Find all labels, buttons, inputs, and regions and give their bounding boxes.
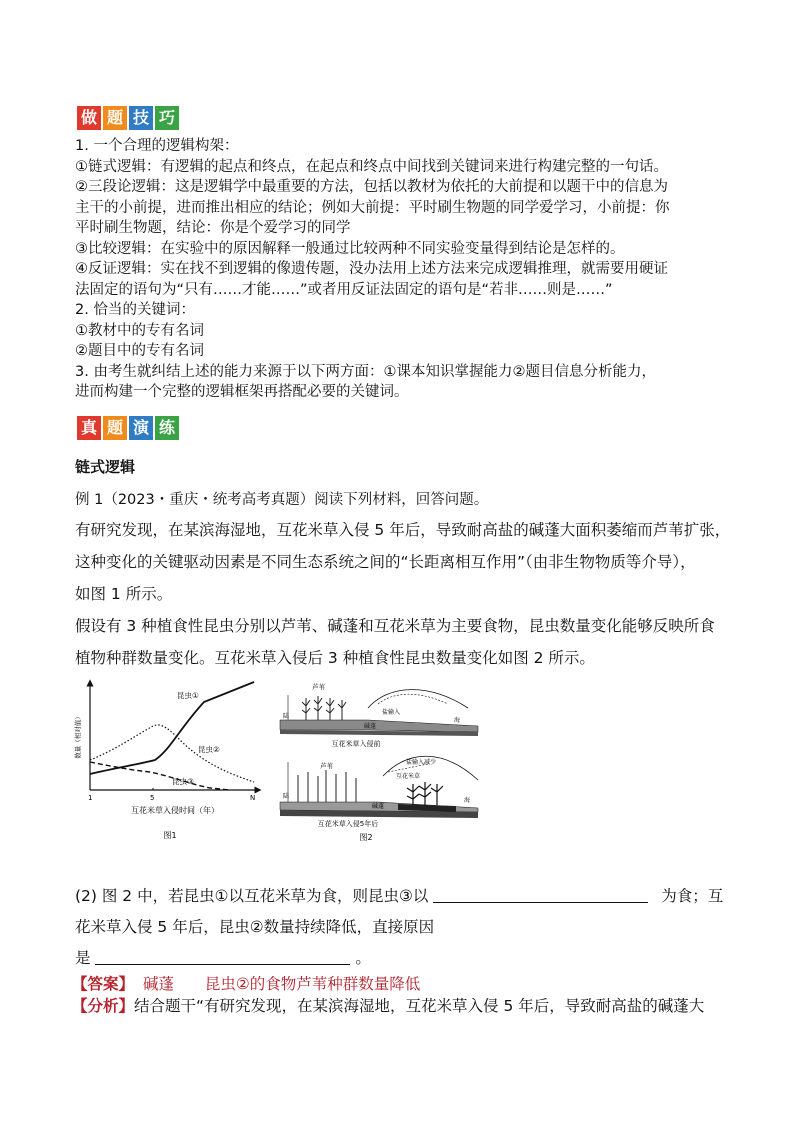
tips-banner: [77, 106, 179, 130]
question-text: (2) 图 2 中，若昆虫①以互花米草为食，则昆虫③以: [75, 887, 429, 905]
paragraph-line: 植物种群数量变化。互花米草入侵后 3 种植食性昆虫数量变化如图 2 所示。: [75, 649, 595, 667]
bottom-panel-caption: 互花米草入侵5年后: [317, 820, 379, 828]
salt-input-label: 盐输入: [382, 709, 401, 716]
question-text: 为食；互: [661, 887, 724, 905]
paragraph-line: 这种变化的关键驱动因素是不同生态系统之间的“长距离相互作用”（由非生物物质等介导），: [75, 553, 696, 571]
example-intro: 例 1（2023・重庆・统考高考真题）阅读下列材料，回答问题。: [75, 492, 489, 508]
tips-line: 1. 一个合理的逻辑构架：: [75, 138, 239, 154]
reed-label-2: 芦苇: [320, 762, 333, 770]
tips-line: 平时刷生物题，结论：你是个爱学习的同学: [75, 220, 351, 236]
figure2-diagram: [278, 680, 498, 845]
tips-line: ②题目中的专有名词: [75, 343, 204, 359]
salt-input-label-2: 盐输入减少: [406, 759, 437, 766]
analysis-text: 结合题干“有研究发现，在某滨海湿地，互花米草入侵 5 年后，导致耐高盐的碱蓬大: [134, 997, 705, 1015]
seepweed-label: 碱蓬: [364, 723, 377, 730]
paragraph-line: 如图 1 所示。: [75, 585, 173, 603]
banner-char: 题: [103, 416, 127, 440]
paragraph-line: 假设有 3 种植食性昆虫分别以芦苇、碱蓬和互花米草为主要食物，昆虫数量变化能够反映所食: [75, 617, 715, 635]
series-label-insect3: 昆虫③: [172, 777, 194, 786]
figure2-caption: 图2: [359, 833, 373, 842]
tips-line: ①链式逻辑：有逻辑的起点和终点，在起点和终点中间找到关键词来进行构建完整的一句话。: [75, 158, 668, 175]
answer-blank-1[interactable]: [433, 886, 648, 903]
spartina-plants: [407, 782, 443, 805]
reed-label: 芦苇: [312, 683, 325, 691]
question-text: 花米草入侵 5 年后，昆虫②数量持续降低，直接原因: [75, 918, 435, 936]
banner-char: 题: [103, 106, 127, 130]
practice-banner: [77, 416, 179, 440]
question-line-3: [75, 946, 735, 968]
figure1-caption: 图1: [163, 831, 177, 840]
section-title: 链式逻辑: [75, 458, 136, 476]
banner-char: 演: [129, 416, 153, 440]
answer-value-2: 昆虫②的食物芦苇种群数量降低: [204, 975, 421, 993]
banner-char: 技: [129, 106, 153, 130]
tips-line: ②三段论逻辑：这是逻辑学中最重要的方法，包括以教材为依托的大前提和以题干中的信息为: [75, 179, 668, 195]
paragraph-line: 有研究发现，在某滨海湿地，互花米草入侵 5 年后，导致耐高盐的碱蓬大面积萎缩而芦苇扩张，: [75, 521, 731, 539]
answer-blank-2[interactable]: [95, 948, 350, 965]
series-label-insect1: 昆虫①: [177, 691, 199, 700]
analysis-line: [72, 994, 732, 1016]
top-panel-caption: 互花米草入侵前: [331, 740, 381, 748]
series-insect3: [90, 762, 230, 790]
series-insect1: [90, 682, 254, 774]
seepweed-label-2: 碱蓬: [372, 803, 385, 810]
banner-char: 巧: [155, 106, 179, 130]
reed-stems: [298, 770, 356, 802]
question-text: 。: [355, 949, 371, 967]
x-tick: N: [250, 794, 256, 802]
banner-char: 练: [155, 416, 179, 440]
answer-label: 【答案】: [72, 975, 135, 993]
analysis-label: 【分析】: [72, 997, 135, 1015]
tips-line: 主干的小前提，进而推出相应的结论；例如大前提：平时刷生物题的同学爱学习，小前提：你: [75, 199, 670, 216]
tips-list: [75, 136, 735, 403]
tips-line: 2. 恰当的关键词：: [75, 302, 195, 318]
reed-plants: [302, 696, 346, 722]
salt-arc: [368, 690, 468, 708]
x-axis-label: 互花米草入侵时间（年）: [131, 806, 219, 815]
series-label-insect2: 昆虫②: [198, 745, 220, 754]
question-text: 是: [75, 949, 91, 967]
series-insect2: [90, 725, 254, 782]
tips-line: ③比较逻辑：在实验中的原因解释一般通过比较两种不同实验变量得到结论是怎样的。: [75, 240, 625, 257]
answer-line: [72, 972, 732, 994]
spartina-label: 互花米草: [396, 773, 421, 780]
tips-line: ④反证逻辑：实在找不到逻辑的像遗传题，没办法用上述方法来完成逻辑推理，就需要用硬证: [75, 261, 668, 277]
sea-label-2: 海: [464, 797, 471, 804]
tips-line: ①教材中的专有名词: [75, 322, 204, 339]
x-tick: 5: [150, 794, 155, 802]
banner-char: 真: [77, 416, 101, 440]
land-label-2: 陆: [283, 793, 290, 800]
y-axis-label: 数量（相对值）: [74, 713, 82, 759]
question-line-1: [75, 884, 735, 906]
answer-value-1: 碱蓬: [142, 975, 174, 993]
figure1-graph: [70, 678, 270, 843]
seepweed-band: [280, 720, 478, 732]
tips-line: 进而构建一个完整的逻辑框架再搭配必要的关键词。: [75, 384, 409, 400]
banner-char: 做: [77, 106, 101, 130]
tips-line: 3. 由考生就纠结上述的能力来源于以下两方面：①课本知识掌握能力②题目信息分析能力，: [75, 363, 656, 380]
sea-label: 海: [454, 717, 461, 724]
x-tick: 1: [88, 794, 93, 802]
land-label: 陆: [283, 713, 290, 720]
tips-line: 法固定的语句为“只有……才能……”或者用反证法固定的语句是“若非……则是……”: [75, 281, 613, 298]
